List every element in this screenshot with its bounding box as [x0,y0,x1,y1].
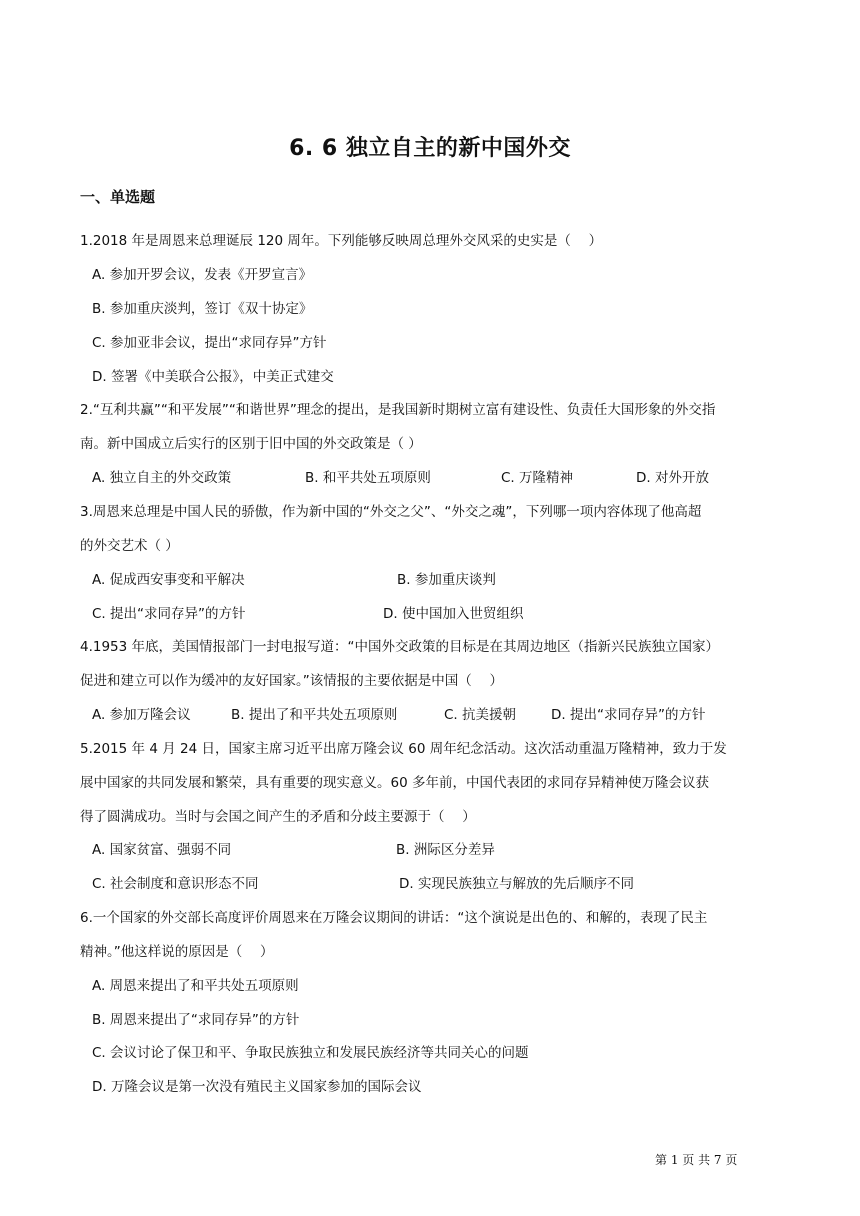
question-5-option-c: C. 社会制度和意识形态不同 [92,876,259,892]
question-6-stem-line-2: 精神。”他这样说的原因是（ ） [80,944,274,960]
question-5-stem-line-1: 5.2015 年 4 月 24 日，国家主席习近平出席万隆会议 60 周年纪念活动。这次活动重温万隆精神，致力于发 [80,741,727,757]
question-3-option-a: A. 促成西安事变和平解决 [92,572,245,588]
question-3-option-d: D. 使中国加入世贸组织 [383,606,524,622]
page-footer: 第 1 页 共 7 页 [655,1153,738,1167]
question-1-option-d: D. 签署《中美联合公报》，中美正式建交 [92,369,334,385]
question-6-stem-line-1: 6.一个国家的外交部长高度评价周恩来在万隆会议期间的讲话：“这个演说是出色的、和解的，表现了民主 [80,910,708,926]
question-1-option-a: A. 参加开罗会议，发表《开罗宣言》 [92,267,313,283]
question-6-option-b: B. 周恩来提出了“求同存异”的方针 [92,1012,300,1028]
question-4-stem-line-1: 4.1953 年底，美国情报部门一封电报写道：“中国外交政策的目标是在其周边地区（指新兴民族独立国家） [80,639,720,655]
question-2-stem-line-1: 2.“互利共赢”“和平发展”“和谐世界”理念的提出，是我国新时期树立富有建设性、负责任大国形象的外交指 [80,402,716,418]
question-4-stem-line-2: 促进和建立可以作为缓冲的友好国家。”该情报的主要依据是中国（ ） [80,673,504,689]
question-5-stem-line-2: 展中国家的共同发展和繁荣，具有重要的现实意义。60 多年前，中国代表团的求同存异精神使万隆会议获 [80,775,709,791]
question-2-option-b: B. 和平共处五项原则 [305,470,431,486]
question-5-option-b: B. 洲际区分差异 [396,842,495,858]
question-5-option-d: D. 实现民族独立与解放的先后顺序不同 [399,876,634,892]
question-3-stem-line-1: 3.周恩来总理是中国人民的骄傲，作为新中国的“外交之父”、“外交之魂”，下列哪一项内容体现了他高超 [80,504,702,520]
question-4-option-c: C. 抗美援朝 [444,707,517,723]
question-3-stem-line-2: 的外交艺术（ ） [80,538,179,554]
page-title: 6. 6 独立自主的新中国外交 [289,136,571,161]
question-2-stem-line-2: 南。新中国成立后实行的区别于旧中国的外交政策是（ ） [80,436,422,452]
question-4-option-a: A. 参加万隆会议 [92,707,191,723]
question-2-option-a: A. 独立自主的外交政策 [92,470,232,486]
question-6-option-d: D. 万隆会议是第一次没有殖民主义国家参加的国际会议 [92,1079,422,1095]
question-4-option-d: D. 提出“求同存异”的方针 [551,707,706,723]
question-6-option-a: A. 周恩来提出了和平共处五项原则 [92,978,299,994]
question-5-stem-line-3: 得了圆满成功。当时与会国之间产生的矛盾和分歧主要源于（ ） [80,809,476,825]
question-6-option-c: C. 会议讨论了保卫和平、争取民族独立和发展民族经济等共同关心的问题 [92,1045,529,1061]
question-3-option-b: B. 参加重庆谈判 [397,572,496,588]
question-1-stem: 1.2018 年是周恩来总理诞辰 120 周年。下列能够反映周总理外交风采的史实是（ ） [80,233,603,249]
question-1-option-b: B. 参加重庆淡判，签订《双十协定》 [92,301,313,317]
section-heading: 一、单选题 [80,188,156,206]
question-2-option-d: D. 对外开放 [636,470,709,486]
question-3-option-c: C. 提出“求同存异”的方针 [92,606,246,622]
question-2-option-c: C. 万隆精神 [501,470,574,486]
question-1-option-c: C. 参加亚非会议，提出“求同存异”方针 [92,335,327,351]
question-5-option-a: A. 国家贫富、强弱不同 [92,842,232,858]
question-4-option-b: B. 提出了和平共处五项原则 [231,707,398,723]
